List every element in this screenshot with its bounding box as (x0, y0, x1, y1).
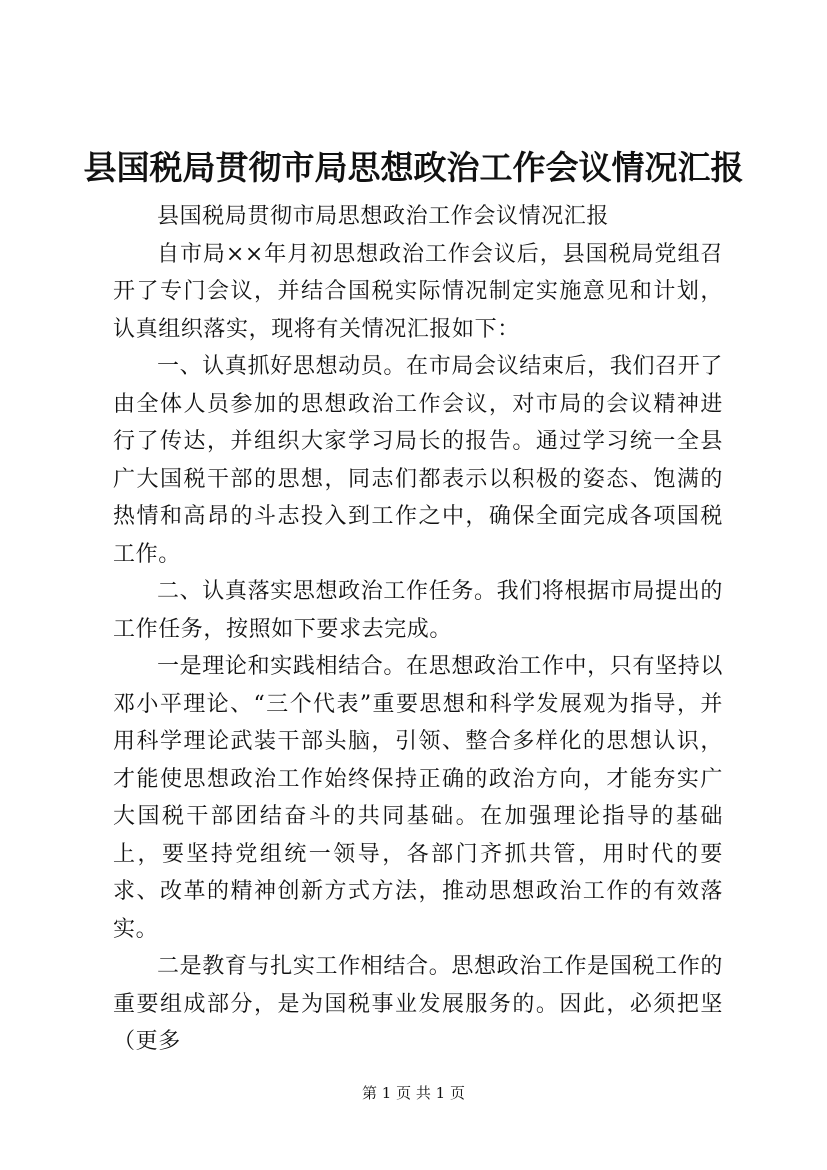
document-body (113, 198, 723, 1061)
page-footer: 第 1 页 共 1 页 (362, 1084, 465, 1102)
paragraph-section-two: 二、认真落实思想政治工作任务。我们将根据市局提出的工作任务，按照如下要求去完成。 (113, 579, 723, 642)
paragraph-intro: 自市局××年月初思想政治工作会议后，县国税局党组召开了专门会议，并结合国税实际情况制定实施意见和计划，认真组织落实，现将有关情况汇报如下： (113, 241, 723, 342)
paragraph-point-two: 二是教育与扎实工作相结合。思想政治工作是国税工作的重要组成部分，是为国税事业发展服务的。因此，必须把坚（更多 (113, 954, 723, 1054)
document-title: 县国税局贯彻市局思想政治工作会议情况汇报 (83, 148, 744, 187)
paragraph-section-one: 一、认真抓好思想动员。在市局会议结束后，我们召开了由全体人员参加的思想政治工作会议，对市局的会议精神进行了传达，并组织大家学习局长的报告。通过学习统一全县广大国税干部的思想，同志们都表示以积极的姿态、饱满的热情和高昂的斗志投入到工作之中，确保全面完成各项国税工作。 (113, 354, 723, 567)
paragraph-subtitle: 县国税局贯彻市局思想政治工作会议情况汇报 (157, 204, 610, 229)
paragraph-point-one: 一是理论和实践相结合。在思想政治工作中，只有坚持以邓小平理论、“三个代表”重要思想和科学发展观为指导，并用科学理论武装干部头脑，引领、整合多样化的思想认识，才能使思想政治工作始终保持正确的政治方向，才能夯实广大国税干部团结奋斗的共同基础。在加强理论指导的基础上，要坚持党组统一领导，各部门齐抓共管，用时代的要求、改革的精神创新方式方法，推动思想政治工作的有效落实。 (113, 654, 723, 942)
